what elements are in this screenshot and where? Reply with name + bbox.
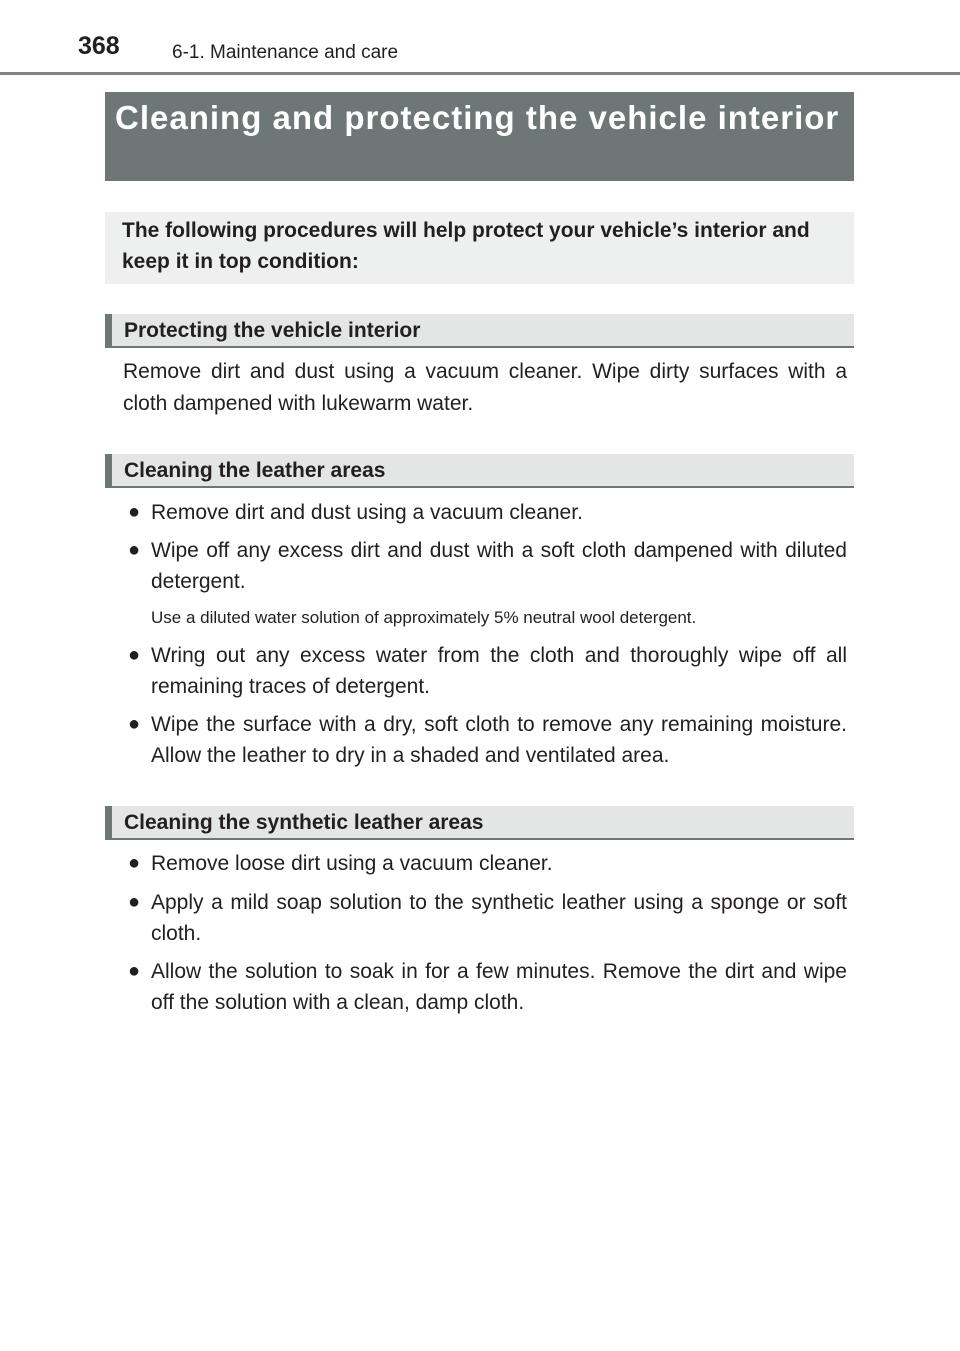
bullet-icon: ● xyxy=(128,713,141,735)
list-item xyxy=(128,709,847,771)
list-item-text: Wring out any excess water from the cloth and thoroughly wipe off all remaining traces of detergent. xyxy=(151,644,847,698)
list-item-text: Remove loose dirt using a vacuum cleaner. xyxy=(151,852,553,875)
list-item-text: Wipe the surface with a dry, soft cloth to remove any remaining moisture. Allow the leather to dry in a shaded and ventilated area. xyxy=(151,713,847,767)
list-item xyxy=(128,535,847,597)
list-item-text: Remove dirt and dust using a vacuum cleaner. xyxy=(151,501,583,524)
list-item-text: Wipe off any excess dirt and dust with a soft cloth dampened with diluted detergent. xyxy=(151,539,847,593)
intro-box xyxy=(105,212,854,284)
page-number: 368 xyxy=(78,32,120,60)
bullet-icon: ● xyxy=(128,852,141,874)
list-item-text: Allow the solution to soak in for a few minutes. Remove the dirt and wipe off the solution with a clean, damp cloth. xyxy=(151,960,847,1014)
intro-text: The following procedures will help protect your vehicle’s interior and keep it in top condition: xyxy=(122,219,810,273)
detergent-note: Use a diluted water solution of approximately 5% neutral wool detergent. xyxy=(151,608,697,627)
list-item-text: Apply a mild soap solution to the synthetic leather using a sponge or soft cloth. xyxy=(151,891,847,945)
title-banner xyxy=(105,92,854,181)
bullet-icon: ● xyxy=(128,644,141,666)
bullet-icon: ● xyxy=(128,891,141,913)
page-title: Cleaning and protecting the vehicle interior xyxy=(115,99,840,136)
list-item xyxy=(128,848,847,879)
list-item xyxy=(128,497,847,528)
bullet-icon: ● xyxy=(128,539,141,561)
protecting-interior-paragraph: Remove dirt and dust using a vacuum cleaner. Wipe dirty surfaces with a cloth dampened with lukewarm water. xyxy=(123,360,847,415)
bullet-icon: ● xyxy=(128,960,141,982)
list-item xyxy=(128,956,847,1018)
header-divider xyxy=(0,72,960,75)
heading-leather-areas: Cleaning the leather areas xyxy=(105,454,854,488)
list-item xyxy=(128,887,847,949)
section-reference: 6-1. Maintenance and care xyxy=(172,42,399,63)
list-item xyxy=(128,640,847,702)
heading-synthetic-leather-areas: Cleaning the synthetic leather areas xyxy=(105,806,854,840)
heading-protecting-interior: Protecting the vehicle interior xyxy=(105,314,854,348)
bullet-icon: ● xyxy=(128,501,141,523)
